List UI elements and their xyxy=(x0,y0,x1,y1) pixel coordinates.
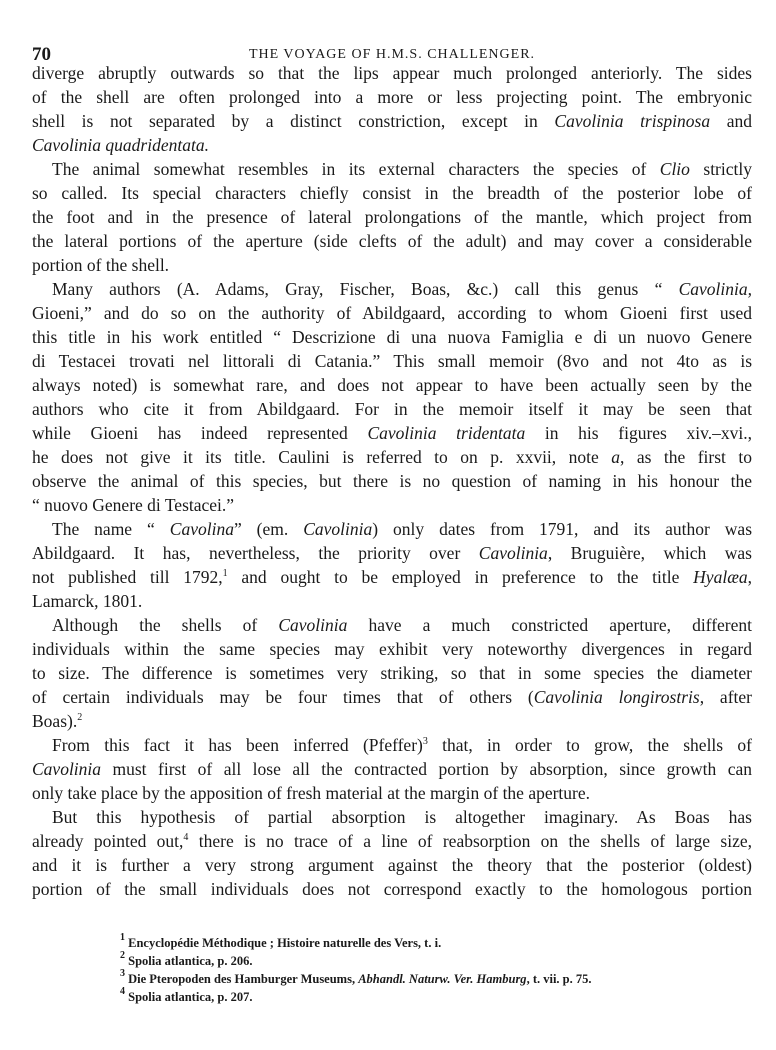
text-line xyxy=(32,133,752,157)
footnote-ref[interactable]: 4 xyxy=(120,986,125,997)
text-span: strictly xyxy=(689,159,752,179)
paragraph xyxy=(32,277,752,517)
text-span: From this fact it has been inferred (Pfeffer) xyxy=(52,735,423,755)
text-span: Although the shells of xyxy=(52,615,279,635)
text-line xyxy=(32,61,752,85)
italic-text: Cavolinia, xyxy=(678,279,752,299)
text-span: di Testacei trovati nel littorali di Catania.” This small memoir (8vo and not 4to as is xyxy=(32,351,752,371)
italic-text: Abhandl. Naturw. Ver. Hamburg xyxy=(358,972,527,986)
text-line xyxy=(32,325,752,349)
text-span: while Gioeni has indeed represented xyxy=(32,423,368,443)
text-span: already pointed out, xyxy=(32,831,184,851)
footnote-ref[interactable]: 4 xyxy=(183,832,189,843)
text-span: , Bruguière, which was xyxy=(547,543,752,563)
text-span: only take place by the apposition of fresh material at the margin of the aperture. xyxy=(32,783,591,803)
text-line xyxy=(32,517,752,541)
footnote xyxy=(120,934,740,952)
text-span: the foot and in the presence of lateral prolongations of the mantle, which project from xyxy=(32,207,752,227)
text-span: must first of all lose all the contracted portion by absorption, since growth can xyxy=(101,759,752,779)
text-line xyxy=(32,733,752,757)
text-span: But this hypothesis of partial absorption is altogether imaginary. As Boas has xyxy=(52,807,752,827)
text-line xyxy=(32,109,752,133)
footnote xyxy=(120,988,740,1006)
footnote-ref[interactable]: 3 xyxy=(120,968,125,979)
text-line xyxy=(32,229,752,253)
text-span: portion of the small individuals does not correspond exactly to the homologous portion xyxy=(32,879,752,899)
text-span: , after xyxy=(699,687,752,707)
footnotes xyxy=(120,934,740,1006)
paragraph xyxy=(32,805,752,901)
text-line xyxy=(32,757,752,781)
paragraph xyxy=(32,517,752,613)
footnote-ref[interactable]: 2 xyxy=(120,950,125,961)
text-line xyxy=(32,445,752,469)
text-span: of the shell are often prolonged into a more or less projecting point. The embryonic xyxy=(32,87,752,107)
text-span: , t. vii. p. 75. xyxy=(526,972,592,986)
text-line xyxy=(32,85,752,109)
paragraph xyxy=(32,157,752,277)
text-span: ) only dates from 1791, and its author was xyxy=(372,519,752,539)
text-line xyxy=(32,349,752,373)
text-span: The name “ xyxy=(52,519,170,539)
text-span: Many authors (A. Adams, Gray, Fischer, Boas, &c.) call this genus “ xyxy=(52,279,679,299)
text-line xyxy=(32,589,752,613)
text-line xyxy=(32,541,752,565)
text-span: of certain individuals may be four times that of others ( xyxy=(32,687,534,707)
body-text xyxy=(32,61,752,901)
text-span: Spolia atlantica, p. 207. xyxy=(125,990,253,1004)
text-line xyxy=(32,277,752,301)
running-title: THE VOYAGE OF H.M.S. CHALLENGER. xyxy=(248,47,536,62)
italic-text: Cavolinia xyxy=(278,615,348,635)
text-span: not published till 1792, xyxy=(32,567,223,587)
text-span: to size. The difference is sometimes very striking, so that in some species the diameter xyxy=(32,663,752,683)
text-line xyxy=(32,253,752,277)
text-line xyxy=(32,805,752,829)
text-span: Die Pteropoden des Hamburger Museums, xyxy=(125,972,359,986)
text-span: Spolia atlantica, p. 206. xyxy=(125,954,253,968)
text-span: Gioeni,” and do so on the authority of Abildgaard, according to whom Gioeni first used xyxy=(32,303,752,323)
text-span: diverge abruptly outwards so that the lips appear much prolonged anteriorly. The sides xyxy=(32,63,752,83)
text-span: there is no trace of a line of reabsorption on the shells of large size, xyxy=(188,831,752,851)
italic-text: Cavolinia longirostris xyxy=(533,687,700,707)
text-span: authors who cite it from Abildgaard. For in the memoir itself it may be seen that xyxy=(32,399,752,419)
text-line xyxy=(32,301,752,325)
paragraph xyxy=(32,733,752,805)
text-span: so called. Its special characters chiefly consist in the breadth of the posterior lobe of xyxy=(32,183,752,203)
text-line xyxy=(32,637,752,661)
text-span: observe the animal of this species, but there is no question of naming in his honour the xyxy=(32,471,752,491)
text-span: and ought to be employed in preference to the title xyxy=(227,567,694,587)
footnote-ref[interactable]: 3 xyxy=(422,736,428,747)
footnote-ref[interactable]: 1 xyxy=(120,932,125,943)
text-span: Boas). xyxy=(32,711,78,731)
footnote-ref[interactable]: 1 xyxy=(222,568,228,579)
footnote xyxy=(120,952,740,970)
text-span: portion of the shell. xyxy=(32,255,170,275)
footnote-ref[interactable]: 2 xyxy=(77,712,83,723)
italic-text: Cavolinia trispinosa xyxy=(554,111,711,131)
italic-text: Cavolina xyxy=(169,519,234,539)
text-span: “ nuovo Genere di Testacei.” xyxy=(32,495,235,515)
text-line xyxy=(32,853,752,877)
text-line xyxy=(32,613,752,637)
text-span: Encyclopédie Méthodique ; Histoire naturelle des Vers, t. i. xyxy=(125,936,442,950)
text-span: , xyxy=(747,567,752,587)
italic-text: Cavolinia xyxy=(478,543,548,563)
italic-text: Cavolinia quadridentata. xyxy=(32,135,209,155)
text-line xyxy=(32,709,752,733)
text-line xyxy=(32,373,752,397)
text-span: shell is not separated by a distinct constriction, except in xyxy=(32,111,555,131)
paragraph xyxy=(32,613,752,733)
text-line xyxy=(32,181,752,205)
text-span: that, in order to grow, the shells of xyxy=(427,735,752,755)
text-line xyxy=(32,397,752,421)
text-span: Abildgaard. It has, nevertheless, the priority over xyxy=(32,543,479,563)
text-span: The animal somewhat resembles in its external characters the species of xyxy=(52,159,660,179)
text-line xyxy=(32,157,752,181)
text-line xyxy=(32,565,752,589)
text-span: always noted) is somewhat rare, and does not appear to have been actually seen by the xyxy=(32,375,752,395)
text-line xyxy=(32,829,752,853)
text-span: this title in his work entitled “ Descrizione di una nuova Famiglia e di un nuovo Genere xyxy=(32,327,752,347)
italic-text: a xyxy=(611,447,620,467)
text-line xyxy=(32,661,752,685)
text-span: ” (em. xyxy=(233,519,304,539)
text-line xyxy=(32,781,752,805)
text-span: and it is further a very strong argument against the theory that the posterior (oldest) xyxy=(32,855,752,875)
text-line xyxy=(32,421,752,445)
italic-text: Clio xyxy=(659,159,690,179)
text-span: , as the first to xyxy=(619,447,752,467)
page-number: 70 xyxy=(32,44,51,65)
footnote xyxy=(120,970,740,988)
paragraph xyxy=(32,61,752,157)
italic-text: Cavolinia xyxy=(303,519,373,539)
text-span: have a much constricted aperture, different xyxy=(347,615,752,635)
italic-text: Cavolinia xyxy=(32,759,102,779)
text-line xyxy=(32,493,752,517)
text-line xyxy=(32,469,752,493)
text-span: and xyxy=(710,111,752,131)
text-span: Lamarck, 1801. xyxy=(32,591,143,611)
text-span: individuals within the same species may exhibit very noteworthy divergences in regard xyxy=(32,639,752,659)
text-line xyxy=(32,205,752,229)
text-span: in his figures xiv.–xvi., xyxy=(525,423,752,443)
text-span: he does not give it its title. Caulini is referred to on p. xxvii, note xyxy=(32,447,612,467)
text-span: the lateral portions of the aperture (side clefts of the adult) and may cover a considerable xyxy=(32,231,752,251)
italic-text: Hyalæa xyxy=(693,567,748,587)
text-line xyxy=(32,685,752,709)
italic-text: Cavolinia tridentata xyxy=(367,423,526,443)
text-line xyxy=(32,877,752,901)
